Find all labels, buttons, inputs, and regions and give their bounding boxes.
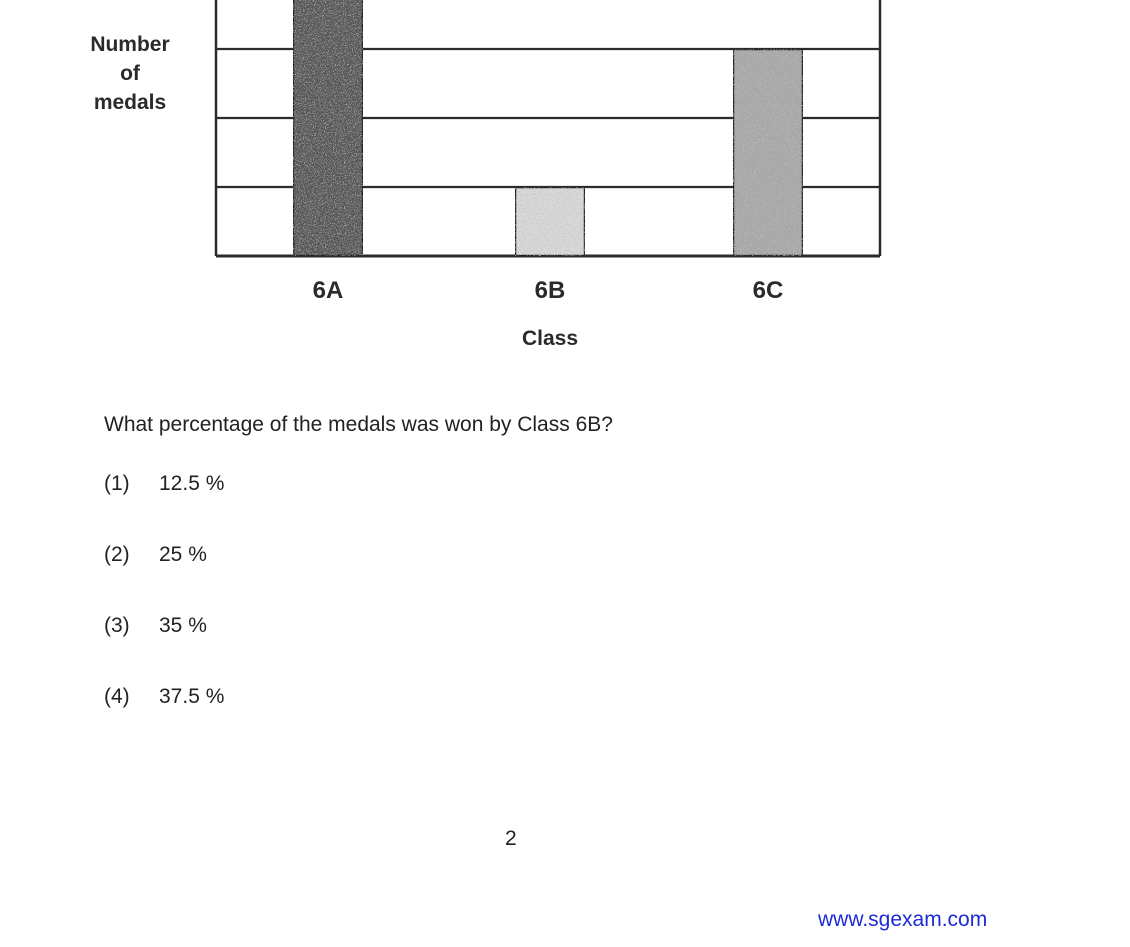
bar-6c [733, 49, 803, 256]
answer-option-4[interactable] [104, 685, 224, 709]
chart-bars [293, 0, 803, 256]
x-tick-label: 6A [312, 277, 344, 304]
option-number: (3) [104, 614, 130, 637]
chart-x-ticks [313, 277, 784, 304]
option-number: (2) [104, 543, 130, 566]
bar-6b [515, 187, 585, 256]
bar-6a [293, 0, 363, 256]
option-text: 12.5 % [159, 472, 225, 495]
x-tick-label: 6C [752, 277, 784, 304]
answer-option-1[interactable] [104, 472, 224, 496]
website-link[interactable]: www.sgexam.com [818, 908, 988, 931]
page-number: 2 [505, 827, 517, 850]
y-axis-label-line-2: of [120, 62, 140, 85]
question-text: What percentage of the medals was won by Class 6B? [104, 413, 613, 436]
answer-option-2[interactable] [104, 543, 207, 567]
option-text: 25 % [159, 543, 207, 566]
y-axis-label-line-1: Number [90, 33, 170, 56]
x-tick-label: 6B [534, 277, 566, 304]
answer-option-3[interactable] [104, 614, 207, 638]
option-text: 37.5 % [159, 685, 225, 708]
option-number: (4) [104, 685, 130, 708]
option-text: 35 % [159, 614, 207, 637]
option-number: (1) [104, 472, 130, 495]
x-axis-label: Class [521, 327, 579, 350]
y-axis-label-line-3: medals [93, 91, 167, 114]
bar-chart [0, 0, 1130, 360]
